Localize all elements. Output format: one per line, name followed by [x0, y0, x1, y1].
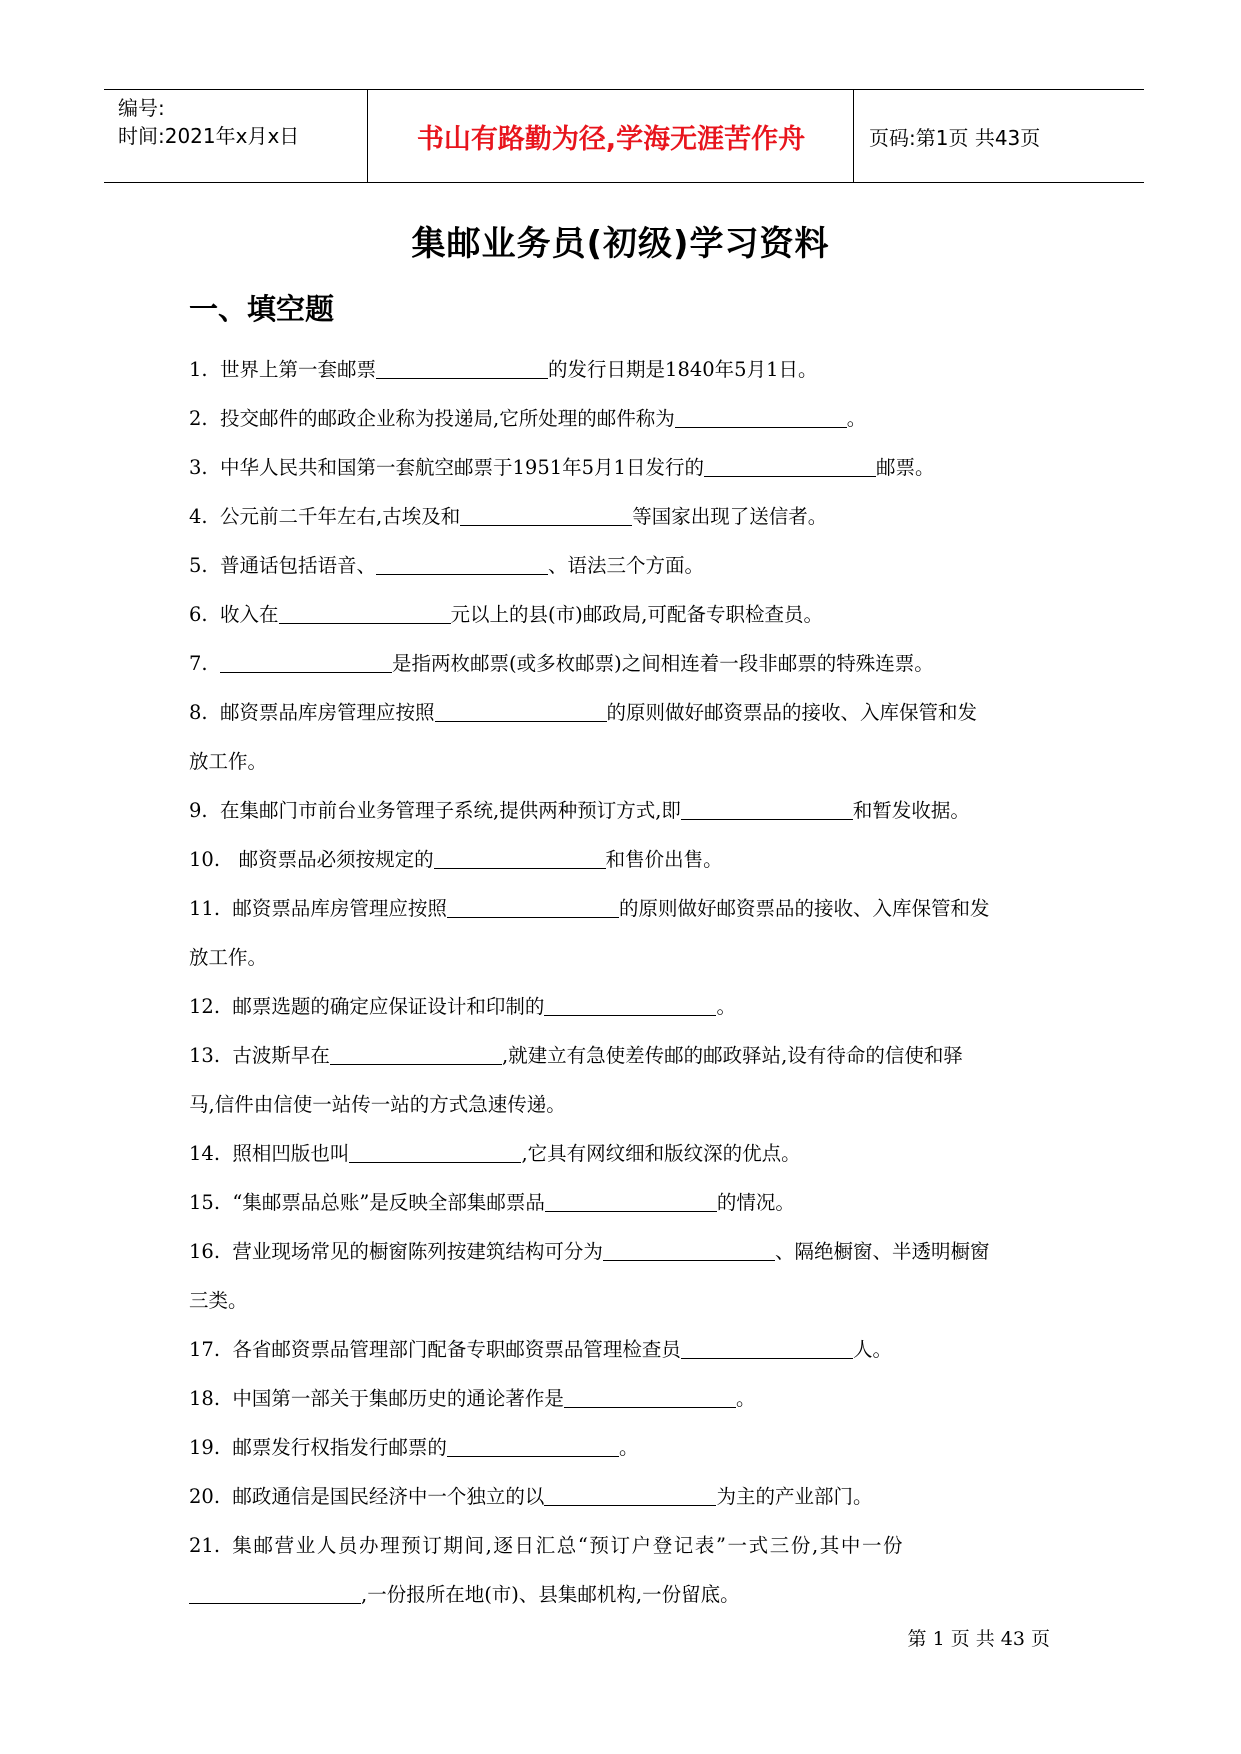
answer-blank[interactable]	[545, 1190, 717, 1212]
question-line	[189, 1080, 1063, 1129]
question-text: 和售价出售。	[605, 848, 723, 871]
question-text: 照相凹版也叫	[232, 1142, 350, 1165]
question-number: 8.	[189, 701, 221, 724]
question-item	[189, 1227, 1063, 1325]
question-text: 放工作。	[189, 750, 268, 773]
question-text: 邮票发行权指发行邮票的	[232, 1436, 447, 1459]
header-divider	[367, 90, 368, 182]
question-text: 邮票选题的确定应保证设计和印制的	[232, 995, 545, 1018]
document-number-label: 编号:	[118, 96, 165, 120]
answer-blank[interactable]	[544, 1484, 716, 1506]
question-line	[189, 737, 1063, 786]
question-item	[189, 786, 1063, 835]
question-text: 的情况。	[716, 1191, 795, 1214]
question-text: 。	[846, 407, 867, 430]
answer-blank[interactable]	[349, 1141, 521, 1163]
question-text: 、隔绝橱窗、半透明橱窗	[774, 1240, 990, 1263]
question-item	[189, 1374, 1063, 1423]
question-number: 15.	[189, 1191, 233, 1214]
question-number: 12.	[189, 995, 233, 1018]
question-number: 3.	[189, 456, 221, 479]
question-number: 13.	[189, 1044, 233, 1067]
question-line	[189, 541, 1063, 590]
question-text: 人。	[852, 1338, 892, 1361]
question-item	[189, 541, 1063, 590]
answer-blank[interactable]	[603, 1239, 775, 1261]
question-line	[189, 1423, 1063, 1472]
question-text: 公元前二千年左右,古埃及和	[220, 505, 461, 528]
question-item	[189, 1472, 1063, 1521]
question-text: 等国家出现了送信者。	[632, 505, 828, 528]
question-text: 集邮营业人员办理预订期间,逐日汇总“预订户登记表”一式三份,其中一份	[232, 1534, 905, 1557]
question-line	[189, 1178, 1063, 1227]
question-number: 14.	[189, 1142, 233, 1165]
question-number: 21.	[189, 1534, 233, 1557]
question-text: 邮资票品库房管理应按照	[232, 897, 447, 920]
question-line	[189, 982, 1063, 1031]
question-line	[189, 1031, 1063, 1080]
question-item	[189, 1521, 1063, 1619]
question-line	[189, 688, 1063, 737]
question-line	[189, 492, 1063, 541]
question-text: 收入在	[220, 603, 279, 626]
question-text: 放工作。	[189, 946, 268, 969]
page-footer: 第 1 页 共 43 页	[907, 1628, 1050, 1650]
answer-blank[interactable]	[279, 602, 451, 624]
answer-blank[interactable]	[564, 1386, 736, 1408]
question-item	[189, 492, 1063, 541]
question-text: 三类。	[189, 1289, 248, 1312]
answer-blank[interactable]	[704, 455, 876, 477]
question-number: 11.	[189, 897, 233, 920]
question-text: “集邮票品总账”是反映全部集邮票品	[232, 1191, 545, 1214]
question-number: 6.	[189, 603, 221, 626]
question-line	[189, 1570, 1063, 1619]
question-item	[189, 1129, 1063, 1178]
question-text: 是指两枚邮票(或多枚邮票)之间相连着一段非邮票的特殊连票。	[392, 652, 934, 675]
header-divider	[853, 90, 854, 182]
answer-blank[interactable]	[330, 1043, 502, 1065]
question-item	[189, 590, 1063, 639]
question-item	[189, 1423, 1063, 1472]
question-number: 18.	[189, 1387, 233, 1410]
question-item	[189, 1031, 1063, 1129]
question-line	[189, 1325, 1063, 1374]
question-text: 。	[618, 1436, 639, 1459]
question-item	[189, 982, 1063, 1031]
question-text: 、语法三个方面。	[548, 554, 705, 577]
question-number: 1.	[189, 358, 221, 381]
question-text: 世界上第一套邮票	[220, 358, 377, 381]
question-line	[189, 1276, 1063, 1325]
question-line	[189, 394, 1063, 443]
question-line	[189, 1374, 1063, 1423]
question-number: 17.	[189, 1338, 233, 1361]
question-text: 为主的产业部门。	[716, 1485, 873, 1508]
question-list	[189, 345, 1063, 1619]
answer-blank[interactable]	[220, 651, 392, 673]
question-number: 2.	[189, 407, 221, 430]
question-item	[189, 1325, 1063, 1374]
header-motto: 书山有路勤为径,学海无涯苦作舟	[416, 123, 806, 155]
question-line	[189, 443, 1063, 492]
question-text: 邮政通信是国民经济中一个独立的以	[232, 1485, 545, 1508]
question-number: 19.	[189, 1436, 233, 1459]
question-item	[189, 639, 1063, 688]
question-line	[189, 639, 1063, 688]
answer-blank[interactable]	[681, 1337, 853, 1359]
answer-blank[interactable]	[376, 553, 548, 575]
question-text: 中华人民共和国第一套航空邮票于1951年5月1日发行的	[220, 456, 704, 479]
question-text: 投交邮件的邮政企业称为投递局,它所处理的邮件称为	[220, 407, 675, 430]
question-text: 邮票。	[875, 456, 935, 479]
question-text: 在集邮门市前台业务管理子系统,提供两种预订方式,即	[220, 799, 681, 822]
question-line	[189, 884, 1063, 933]
question-text: 。	[716, 995, 736, 1018]
question-item	[189, 443, 1063, 492]
answer-blank[interactable]	[376, 357, 548, 379]
question-item	[189, 688, 1063, 786]
question-number: 7.	[189, 652, 221, 675]
answer-blank[interactable]	[189, 1582, 361, 1604]
question-text: 古波斯早在	[232, 1044, 330, 1067]
header-meta	[118, 94, 299, 150]
document-time-label: 时间:2021年x月x日	[118, 124, 300, 148]
question-number: 9.	[189, 799, 221, 822]
answer-blank[interactable]	[447, 1435, 619, 1457]
question-line	[189, 1472, 1063, 1521]
question-text: 普通话包括语音、	[220, 554, 377, 577]
question-text: ,就建立有急使差传邮的邮政驿站,设有待命的信使和驿	[501, 1044, 963, 1067]
question-text: 和暂发收据。	[852, 799, 970, 822]
answer-blank[interactable]	[544, 994, 716, 1016]
question-line	[189, 1129, 1063, 1178]
question-text: 马,信件由信使一站传一站的方式急速传递。	[189, 1093, 566, 1116]
question-item	[189, 884, 1063, 982]
question-number: 4.	[189, 505, 221, 528]
answer-blank[interactable]	[447, 896, 619, 918]
question-line	[189, 590, 1063, 639]
question-line	[189, 933, 1063, 982]
question-text: 。	[735, 1387, 756, 1410]
header-page-info: 页码:第1页 共43页	[869, 125, 1041, 150]
question-line	[189, 786, 1063, 835]
question-text: 营业现场常见的橱窗陈列按建筑结构可分为	[232, 1240, 603, 1263]
question-text: 各省邮资票品管理部门配备专职邮资票品管理检查员	[232, 1338, 681, 1361]
question-line	[189, 1521, 1063, 1570]
question-text: 的发行日期是1840年5月1日。	[548, 358, 818, 381]
answer-blank[interactable]	[435, 700, 607, 722]
question-item	[189, 394, 1063, 443]
question-item	[189, 835, 1063, 884]
question-line	[189, 1227, 1063, 1276]
question-number: 5.	[189, 554, 221, 577]
question-text: 邮资票品必须按规定的	[232, 848, 434, 871]
question-item	[189, 345, 1063, 394]
question-item	[189, 1178, 1063, 1227]
question-line	[189, 345, 1063, 394]
question-number: 20.	[189, 1485, 233, 1508]
question-line	[189, 835, 1063, 884]
answer-blank[interactable]	[460, 504, 632, 526]
section-heading: 一、填空题	[189, 292, 335, 326]
question-number: 10.	[189, 848, 233, 871]
document-title: 集邮业务员(初级)学习资料	[411, 224, 830, 264]
question-text: ,它具有网纹细和版纹深的优点。	[521, 1142, 801, 1165]
answer-blank[interactable]	[675, 406, 847, 428]
question-text: 的原则做好邮资票品的接收、入库保管和发	[606, 701, 978, 724]
question-text: 邮资票品库房管理应按照	[220, 701, 435, 724]
question-text: 中国第一部关于集邮历史的通论著作是	[232, 1387, 564, 1410]
question-text: 元以上的县(市)邮政局,可配备专职检查员。	[450, 603, 823, 626]
question-text: ,一份报所在地(市)、县集邮机构,一份留底。	[361, 1583, 740, 1606]
question-text: 的原则做好邮资票品的接收、入库保管和发	[618, 897, 990, 920]
answer-blank[interactable]	[434, 847, 606, 869]
answer-blank[interactable]	[681, 798, 853, 820]
question-number: 16.	[189, 1240, 233, 1263]
header-box	[104, 89, 1144, 183]
